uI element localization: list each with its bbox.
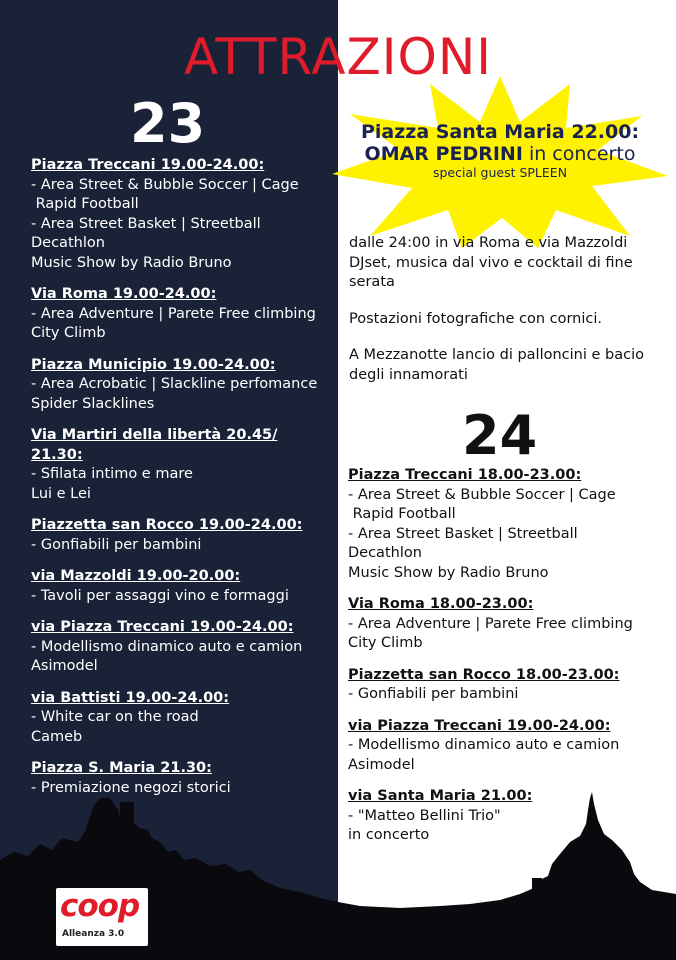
event-location: via Piazza Treccani 19.00-24.00: <box>31 619 294 635</box>
event-location: Piazza S. Maria 21.30: <box>31 760 212 776</box>
day-23-heading: 23 <box>130 92 206 155</box>
event-details: - Modellismo dinamico auto e camion Asimodel <box>348 737 620 773</box>
headline-artist: OMAR PEDRINI <box>364 143 523 165</box>
event-details: - Gonfiabili per bambini <box>348 686 519 702</box>
note-text: Postazioni fotografiche con cornici. <box>349 310 602 327</box>
poster-title: ATTRAZIONI <box>184 28 492 86</box>
coop-logo <box>56 888 148 946</box>
headline-suffix: in concerto <box>522 143 636 165</box>
event-location: via Piazza Treccani 19.00-24.00: <box>348 717 611 734</box>
event-item <box>348 595 648 654</box>
event-details: - Tavoli per assaggi vino e formaggi <box>31 587 289 604</box>
event-item <box>31 426 331 504</box>
event-item <box>348 717 648 776</box>
event-location: via Mazzoldi 19.00-20.00: <box>31 568 241 584</box>
event-details: - Gonfiabili per bambini <box>31 536 202 553</box>
headline-location: Piazza Santa Maria 22.00: <box>360 121 640 143</box>
event-location: Piazza Treccani 18.00-23.00: <box>348 467 582 483</box>
event-location: Piazza Treccani 19.00-24.00: <box>31 157 265 173</box>
event-location: Via Martiri della libertà 20.45/ 21.30: <box>31 427 278 463</box>
event-location: Via Roma 19.00-24.00: <box>31 286 217 302</box>
day-23-program <box>31 156 331 810</box>
event-item <box>31 689 331 748</box>
note-text: A Mezzanotte lancio di palloncini e bacio degli innamorati <box>349 347 644 383</box>
headline-event <box>340 121 660 180</box>
event-details: - Area Acrobatic | Slackline perfomance Spider Slacklines <box>31 376 318 412</box>
event-location: Piazzetta san Rocco 19.00-24.00: <box>31 517 303 533</box>
event-item <box>31 618 331 677</box>
event-item <box>31 516 331 555</box>
event-details: - "Matteo Bellini Trio" in concerto <box>348 807 501 843</box>
event-location: via Santa Maria 21.00: <box>348 788 533 804</box>
event-details: - Area Street & Bubble Soccer | Cage Rapid Football - Area Street Basket | Streetball Decathlon Music Show by Radio Bruno <box>31 176 299 271</box>
coop-logo-word: coop <box>60 888 140 924</box>
event-details: - Modellismo dinamico auto e camion Asimodel <box>31 638 303 674</box>
event-details: - Premiazione negozi storici <box>31 779 231 796</box>
event-details: - Area Street & Bubble Soccer | Cage Rapid Football - Area Street Basket | Streetball Decathlon Music Show by Radio Bruno <box>348 486 616 581</box>
coop-logo-subtitle: Alleanza 3.0 <box>62 929 125 939</box>
event-item <box>31 567 331 606</box>
event-details: - Area Adventure | Parete Free climbing City Climb <box>31 305 316 341</box>
event-details: - Sfilata intimo e mare Lui e Lei <box>31 466 193 502</box>
event-location: Piazza Municipio 19.00-24.00: <box>31 356 276 373</box>
headline-guest: special guest SPLEEN <box>432 165 568 180</box>
event-location: via Battisti 19.00-24.00: <box>31 689 230 706</box>
note-text: dalle 24:00 in via Roma e via Mazzoldi DJset, musica dal vivo e cocktail di fine serata <box>349 235 633 290</box>
event-item <box>31 156 331 273</box>
event-details: - White car on the road Cameb <box>31 709 199 745</box>
evening-notes <box>349 234 654 402</box>
event-details: - Area Adventure | Parete Free climbing City Climb <box>348 615 633 651</box>
event-item <box>31 285 331 344</box>
headline-performer <box>340 143 660 165</box>
event-location: Piazzetta san Rocco 18.00-23.00: <box>348 666 620 683</box>
event-location: Via Roma 18.00-23.00: <box>348 596 534 612</box>
event-item <box>31 356 331 415</box>
event-item <box>348 466 648 583</box>
day-24-heading: 24 <box>462 404 538 467</box>
event-item <box>348 666 648 705</box>
